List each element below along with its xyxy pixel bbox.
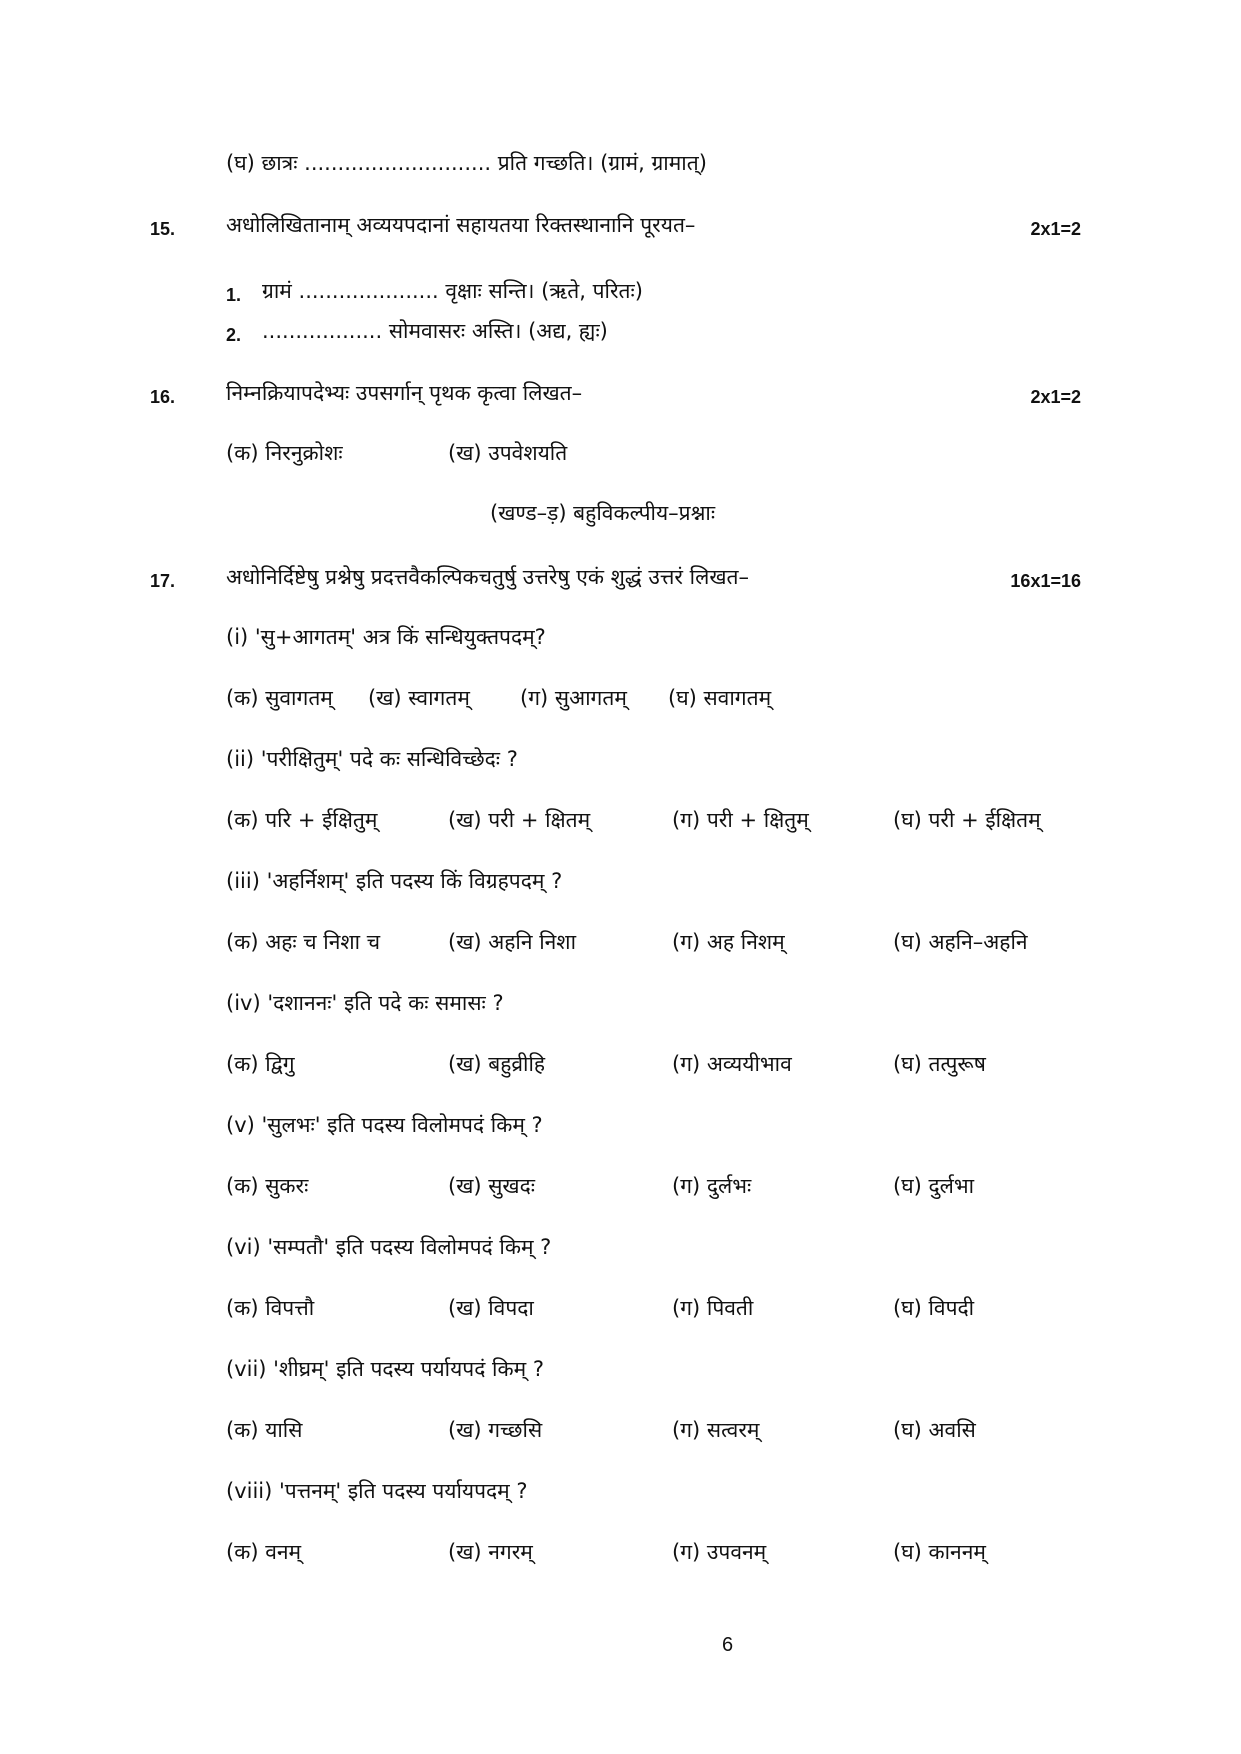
q17-option: (घ) तत्पुरूष: [893, 1052, 986, 1076]
q16-number: 16.: [150, 387, 176, 407]
q17-option: (ख) विपदा: [448, 1296, 534, 1320]
q17-option: (घ) काननम्: [893, 1540, 986, 1564]
q17-option: (ख) गच्छसि: [448, 1418, 543, 1442]
q17-option: (ग) उपवनम्: [672, 1540, 767, 1564]
q17-text: अधोनिर्दिष्टेषु प्रश्नेषु प्रदत्तवैकल्पिकचतुर्षु उत्तरेषु एकं शुद्धं उत्तरं लिखत–: [226, 565, 749, 589]
q17-option: (ख) स्वागतम्: [368, 686, 470, 710]
q17-option: (ख) बहुव्रीहि: [448, 1052, 546, 1076]
q15-item2-text: .................. सोमवासरः अस्ति। (अद्य, ह्यः): [262, 319, 608, 343]
q15-item1-text: ग्रामं ..................... वृक्षाः सन्ति। (ऋते, परितः): [262, 279, 643, 303]
q17-option: (क) परि + ईक्षितुम्: [226, 808, 378, 832]
q15-item1-number: 1.: [226, 285, 242, 305]
q17-option: (ग) सत्वरम्: [672, 1418, 760, 1442]
q15-item2-number: 2.: [226, 325, 242, 345]
page-number: 6: [722, 1634, 734, 1656]
q17-subquestion: (vii) 'शीघ्रम्' इति पदस्य पर्यायपदं किम् ?: [226, 1357, 544, 1381]
q15-text: अधोलिखितानाम् अव्ययपदानां सहायतया रिक्तस्थानानि पूरयत–: [226, 213, 696, 237]
q17-option: (ग) दुर्लभः: [672, 1174, 752, 1198]
q17-option: (क) द्विगु: [226, 1052, 295, 1076]
q17-option: (घ) अवसि: [893, 1418, 976, 1442]
q17-subquestion: (viii) 'पत्तनम्' इति पदस्य पर्यायपदम् ?: [226, 1479, 528, 1503]
q17-option: (घ) दुर्लभा: [893, 1174, 975, 1198]
q17-option: (क) अहः च निशा च: [226, 930, 381, 954]
q17-option: (ग) अव्ययीभाव: [672, 1052, 792, 1076]
q17-option: (ग) सुआगतम्: [520, 686, 627, 710]
q17-option: (क) विपत्तौ: [226, 1296, 315, 1320]
q17-option: (घ) परी + ईक्षितम्: [893, 808, 1041, 832]
q16-marks: 2x1=2: [1030, 387, 1081, 407]
q17-option: (ग) परी + क्षितुम्: [672, 808, 809, 832]
q17-option: (ग) पिवती: [672, 1296, 754, 1320]
q16-text: निम्नक्रियापदेभ्यः उपसर्गान् पृथक कृत्वा लिखत–: [226, 381, 583, 405]
q17-number: 17.: [150, 571, 176, 591]
q17-marks: 16x1=16: [1010, 571, 1081, 591]
section-heading: (खण्ड–ड़) बहुविकल्पीय–प्रश्नाः: [490, 501, 716, 525]
q17-option: (ख) अहनि निशा: [448, 930, 577, 954]
q17-subquestion: (ii) 'परीक्षितुम्' पदे कः सन्धिविच्छेदः ?: [226, 747, 518, 771]
q17-option: (ख) परी + क्षितम्: [448, 808, 591, 832]
q17-option: (क) सुवागतम्: [226, 686, 333, 710]
q16-option-a: (क) निरनुक्रोशः: [226, 441, 343, 465]
q17-option: (घ) सवागतम्: [668, 686, 772, 710]
q17-option: (ग) अह निशम्: [672, 930, 785, 954]
q16-option-b: (ख) उपवेशयति: [448, 441, 568, 465]
q15-marks: 2x1=2: [1030, 219, 1081, 239]
q17-subquestion: (v) 'सुलभः' इति पदस्य विलोमपदं किम् ?: [226, 1113, 543, 1137]
q17-option: (ख) नगरम्: [448, 1540, 533, 1564]
q17-subquestion: (vi) 'सम्पतौ' इति पदस्य विलोमपदं किम् ?: [226, 1235, 552, 1259]
q17-option: (क) यासि: [226, 1418, 303, 1442]
q17-subquestion: (i) 'सु+आगतम्' अत्र किं सन्धियुक्तपदम्?: [226, 625, 546, 649]
q15-number: 15.: [150, 219, 176, 239]
q17-option: (घ) विपदी: [893, 1296, 975, 1320]
q17-option: (क) वनम्: [226, 1540, 302, 1564]
q17-option: (क) सुकरः: [226, 1174, 309, 1198]
q17-subquestion: (iii) 'अहर्निशम्' इति पदस्य किं विग्रहपदम् ?: [226, 869, 563, 893]
q17-subquestion: (iv) 'दशाननः' इति पदे कः समासः ?: [226, 991, 504, 1015]
q14-part-gh: (घ) छात्रः ............................ प्रति गच्छति। (ग्रामं, ग्रामात्): [226, 151, 707, 175]
q17-option: (घ) अहनि–अहनि: [893, 930, 1028, 954]
q17-option: (ख) सुखदः: [448, 1174, 536, 1198]
